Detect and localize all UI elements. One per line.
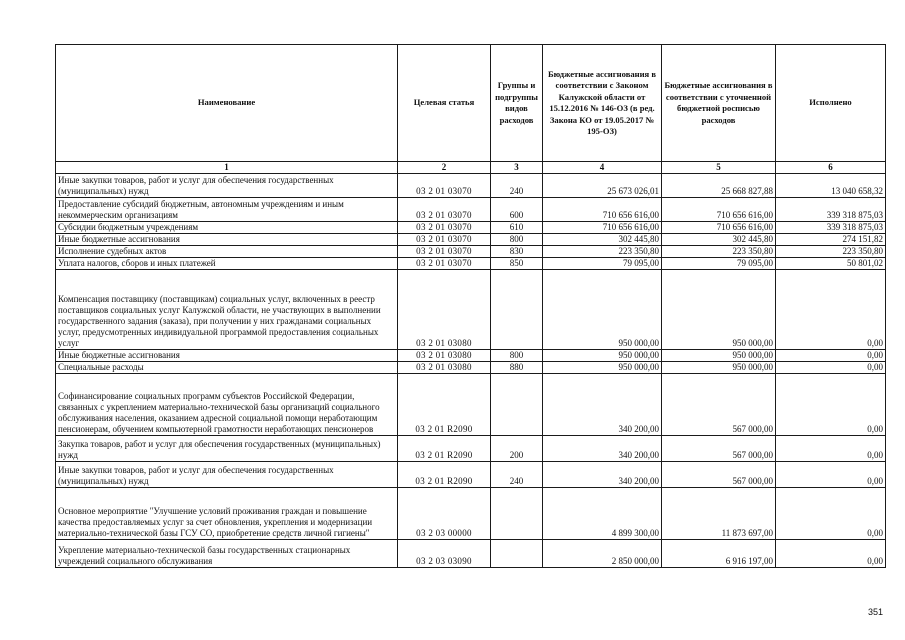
row-code: 03 2 01 03070 <box>398 174 491 198</box>
header-executed: Исполнено <box>776 45 886 162</box>
row-executed: 339 318 875,03 <box>776 222 886 234</box>
row-code: 03 2 01 03070 <box>398 258 491 270</box>
row-executed: 0,00 <box>776 374 886 436</box>
table-row <box>56 234 886 246</box>
table-row <box>56 222 886 234</box>
column-number: 4 <box>543 162 662 174</box>
row-executed: 339 318 875,03 <box>776 198 886 222</box>
row-group <box>491 270 543 350</box>
row-group: 600 <box>491 198 543 222</box>
table-row <box>56 540 886 568</box>
row-name: Иные бюджетные ассигнования <box>56 234 398 246</box>
row-law: 79 095,00 <box>543 258 662 270</box>
row-group: 200 <box>491 436 543 462</box>
row-revised: 79 095,00 <box>662 258 776 270</box>
table-row <box>56 174 886 198</box>
row-law: 950 000,00 <box>543 270 662 350</box>
row-code: 03 2 01 03080 <box>398 350 491 362</box>
column-number: 5 <box>662 162 776 174</box>
row-code: 03 2 01 03080 <box>398 362 491 374</box>
row-group: 800 <box>491 350 543 362</box>
row-group: 850 <box>491 258 543 270</box>
row-group: 830 <box>491 246 543 258</box>
row-code: 03 2 01 03070 <box>398 234 491 246</box>
row-executed: 0,00 <box>776 540 886 568</box>
header-target-article: Целевая статья <box>398 45 491 162</box>
row-name: Иные бюджетные ассигнования <box>56 350 398 362</box>
row-law: 4 899 300,00 <box>543 488 662 540</box>
table-row <box>56 374 886 436</box>
row-revised: 710 656 616,00 <box>662 198 776 222</box>
row-law: 950 000,00 <box>543 350 662 362</box>
column-number: 3 <box>491 162 543 174</box>
row-law: 340 200,00 <box>543 462 662 488</box>
row-executed: 50 801,02 <box>776 258 886 270</box>
table-row <box>56 198 886 222</box>
row-executed: 0,00 <box>776 362 886 374</box>
row-group: 610 <box>491 222 543 234</box>
table-row <box>56 488 886 540</box>
table-row <box>56 462 886 488</box>
row-law: 710 656 616,00 <box>543 198 662 222</box>
column-number: 6 <box>776 162 886 174</box>
row-name: Софинансирование социальных программ субъектов Российской Федерации, связанных с укреплением материально-технической базы организаций социального обслуживания населения, оказанием адресной социальной помощи неработающим пенсионерам, обучением компьютерной грамотности неработающих пенсионеров <box>56 374 398 436</box>
header-name: Наименование <box>56 45 398 162</box>
row-executed: 0,00 <box>776 462 886 488</box>
row-name: Субсидии бюджетным учреждениям <box>56 222 398 234</box>
column-number: 2 <box>398 162 491 174</box>
row-law: 25 673 026,01 <box>543 174 662 198</box>
row-name: Укрепление материально-технической базы государственных стационарных учреждений социального обслуживания <box>56 540 398 568</box>
header-expense-groups: Группы и подгруппы видов расходов <box>491 45 543 162</box>
row-executed: 0,00 <box>776 488 886 540</box>
header-law-allocations: Бюджетные ассигнования в соответствии с Законом Калужской области от 15.12.2016 № 146-ОЗ (в ред. Закона КО от 19.05.2017 № 195-ОЗ) <box>543 45 662 162</box>
row-group: 240 <box>491 174 543 198</box>
table-header-row <box>56 45 886 162</box>
row-revised: 950 000,00 <box>662 350 776 362</box>
row-name: Исполнение судебных актов <box>56 246 398 258</box>
row-name: Иные закупки товаров, работ и услуг для обеспечения государственных (муниципальных) нужд <box>56 462 398 488</box>
row-revised: 950 000,00 <box>662 270 776 350</box>
row-revised: 223 350,80 <box>662 246 776 258</box>
row-group: 240 <box>491 462 543 488</box>
table-row <box>56 436 886 462</box>
row-revised: 567 000,00 <box>662 462 776 488</box>
row-revised: 567 000,00 <box>662 436 776 462</box>
row-law: 710 656 616,00 <box>543 222 662 234</box>
row-revised: 11 873 697,00 <box>662 488 776 540</box>
row-executed: 0,00 <box>776 436 886 462</box>
row-executed: 0,00 <box>776 350 886 362</box>
row-law: 340 200,00 <box>543 374 662 436</box>
row-code: 03 2 01 R2090 <box>398 374 491 436</box>
row-executed: 274 151,82 <box>776 234 886 246</box>
row-revised: 710 656 616,00 <box>662 222 776 234</box>
row-executed: 13 040 658,32 <box>776 174 886 198</box>
row-code: 03 2 01 R2090 <box>398 462 491 488</box>
row-name: Компенсация поставщику (поставщикам) социальных услуг, включенных в реестр поставщиков социальных услуг Калужской области, не участвующих в выполнении государственного задания (заказа), при получении у них гражданами социальных услуг, предусмотренных индивидуальной программой предоставления социальных услуг <box>56 270 398 350</box>
row-name: Иные закупки товаров, работ и услуг для обеспечения государственных (муниципальных) нужд <box>56 174 398 198</box>
row-revised: 950 000,00 <box>662 362 776 374</box>
row-name: Закупка товаров, работ и услуг для обеспечения государственных (муниципальных) нужд <box>56 436 398 462</box>
table-row <box>56 270 886 350</box>
row-code: 03 2 01 03070 <box>398 222 491 234</box>
table-row <box>56 362 886 374</box>
row-revised: 6 916 197,00 <box>662 540 776 568</box>
row-code: 03 2 01 R2090 <box>398 436 491 462</box>
row-name: Уплата налогов, сборов и иных платежей <box>56 258 398 270</box>
table-row <box>56 350 886 362</box>
row-name: Специальные расходы <box>56 362 398 374</box>
row-code: 03 2 01 03070 <box>398 198 491 222</box>
header-revised-allocations: Бюджетные ассигнования в соответствии с уточненной бюджетной росписью расходов <box>662 45 776 162</box>
row-group <box>491 374 543 436</box>
column-number-row <box>56 162 886 174</box>
row-group <box>491 540 543 568</box>
table-row <box>56 258 886 270</box>
row-revised: 302 445,80 <box>662 234 776 246</box>
row-law: 2 850 000,00 <box>543 540 662 568</box>
row-revised: 567 000,00 <box>662 374 776 436</box>
column-number: 1 <box>56 162 398 174</box>
row-law: 950 000,00 <box>543 362 662 374</box>
page-number: 351 <box>867 607 883 617</box>
row-code: 03 2 01 03080 <box>398 270 491 350</box>
row-executed: 0,00 <box>776 270 886 350</box>
row-executed: 223 350,80 <box>776 246 886 258</box>
row-group: 880 <box>491 362 543 374</box>
row-revised: 25 668 827,88 <box>662 174 776 198</box>
row-code: 03 2 03 00000 <box>398 488 491 540</box>
row-group: 800 <box>491 234 543 246</box>
table-row <box>56 246 886 258</box>
row-group <box>491 488 543 540</box>
row-code: 03 2 01 03070 <box>398 246 491 258</box>
row-law: 223 350,80 <box>543 246 662 258</box>
row-code: 03 2 03 03090 <box>398 540 491 568</box>
row-law: 302 445,80 <box>543 234 662 246</box>
row-name: Предоставление субсидий бюджетным, автономным учреждениям и иным некоммерческим организациям <box>56 198 398 222</box>
budget-table <box>55 44 886 568</box>
row-law: 340 200,00 <box>543 436 662 462</box>
row-name: Основное мероприятие "Улучшение условий проживания граждан и повышение качества предоставляемых услуг за счет обновления, укрепления и модернизации материально-технической базы ГСУ СО, приобретение средств личной гигиены" <box>56 488 398 540</box>
